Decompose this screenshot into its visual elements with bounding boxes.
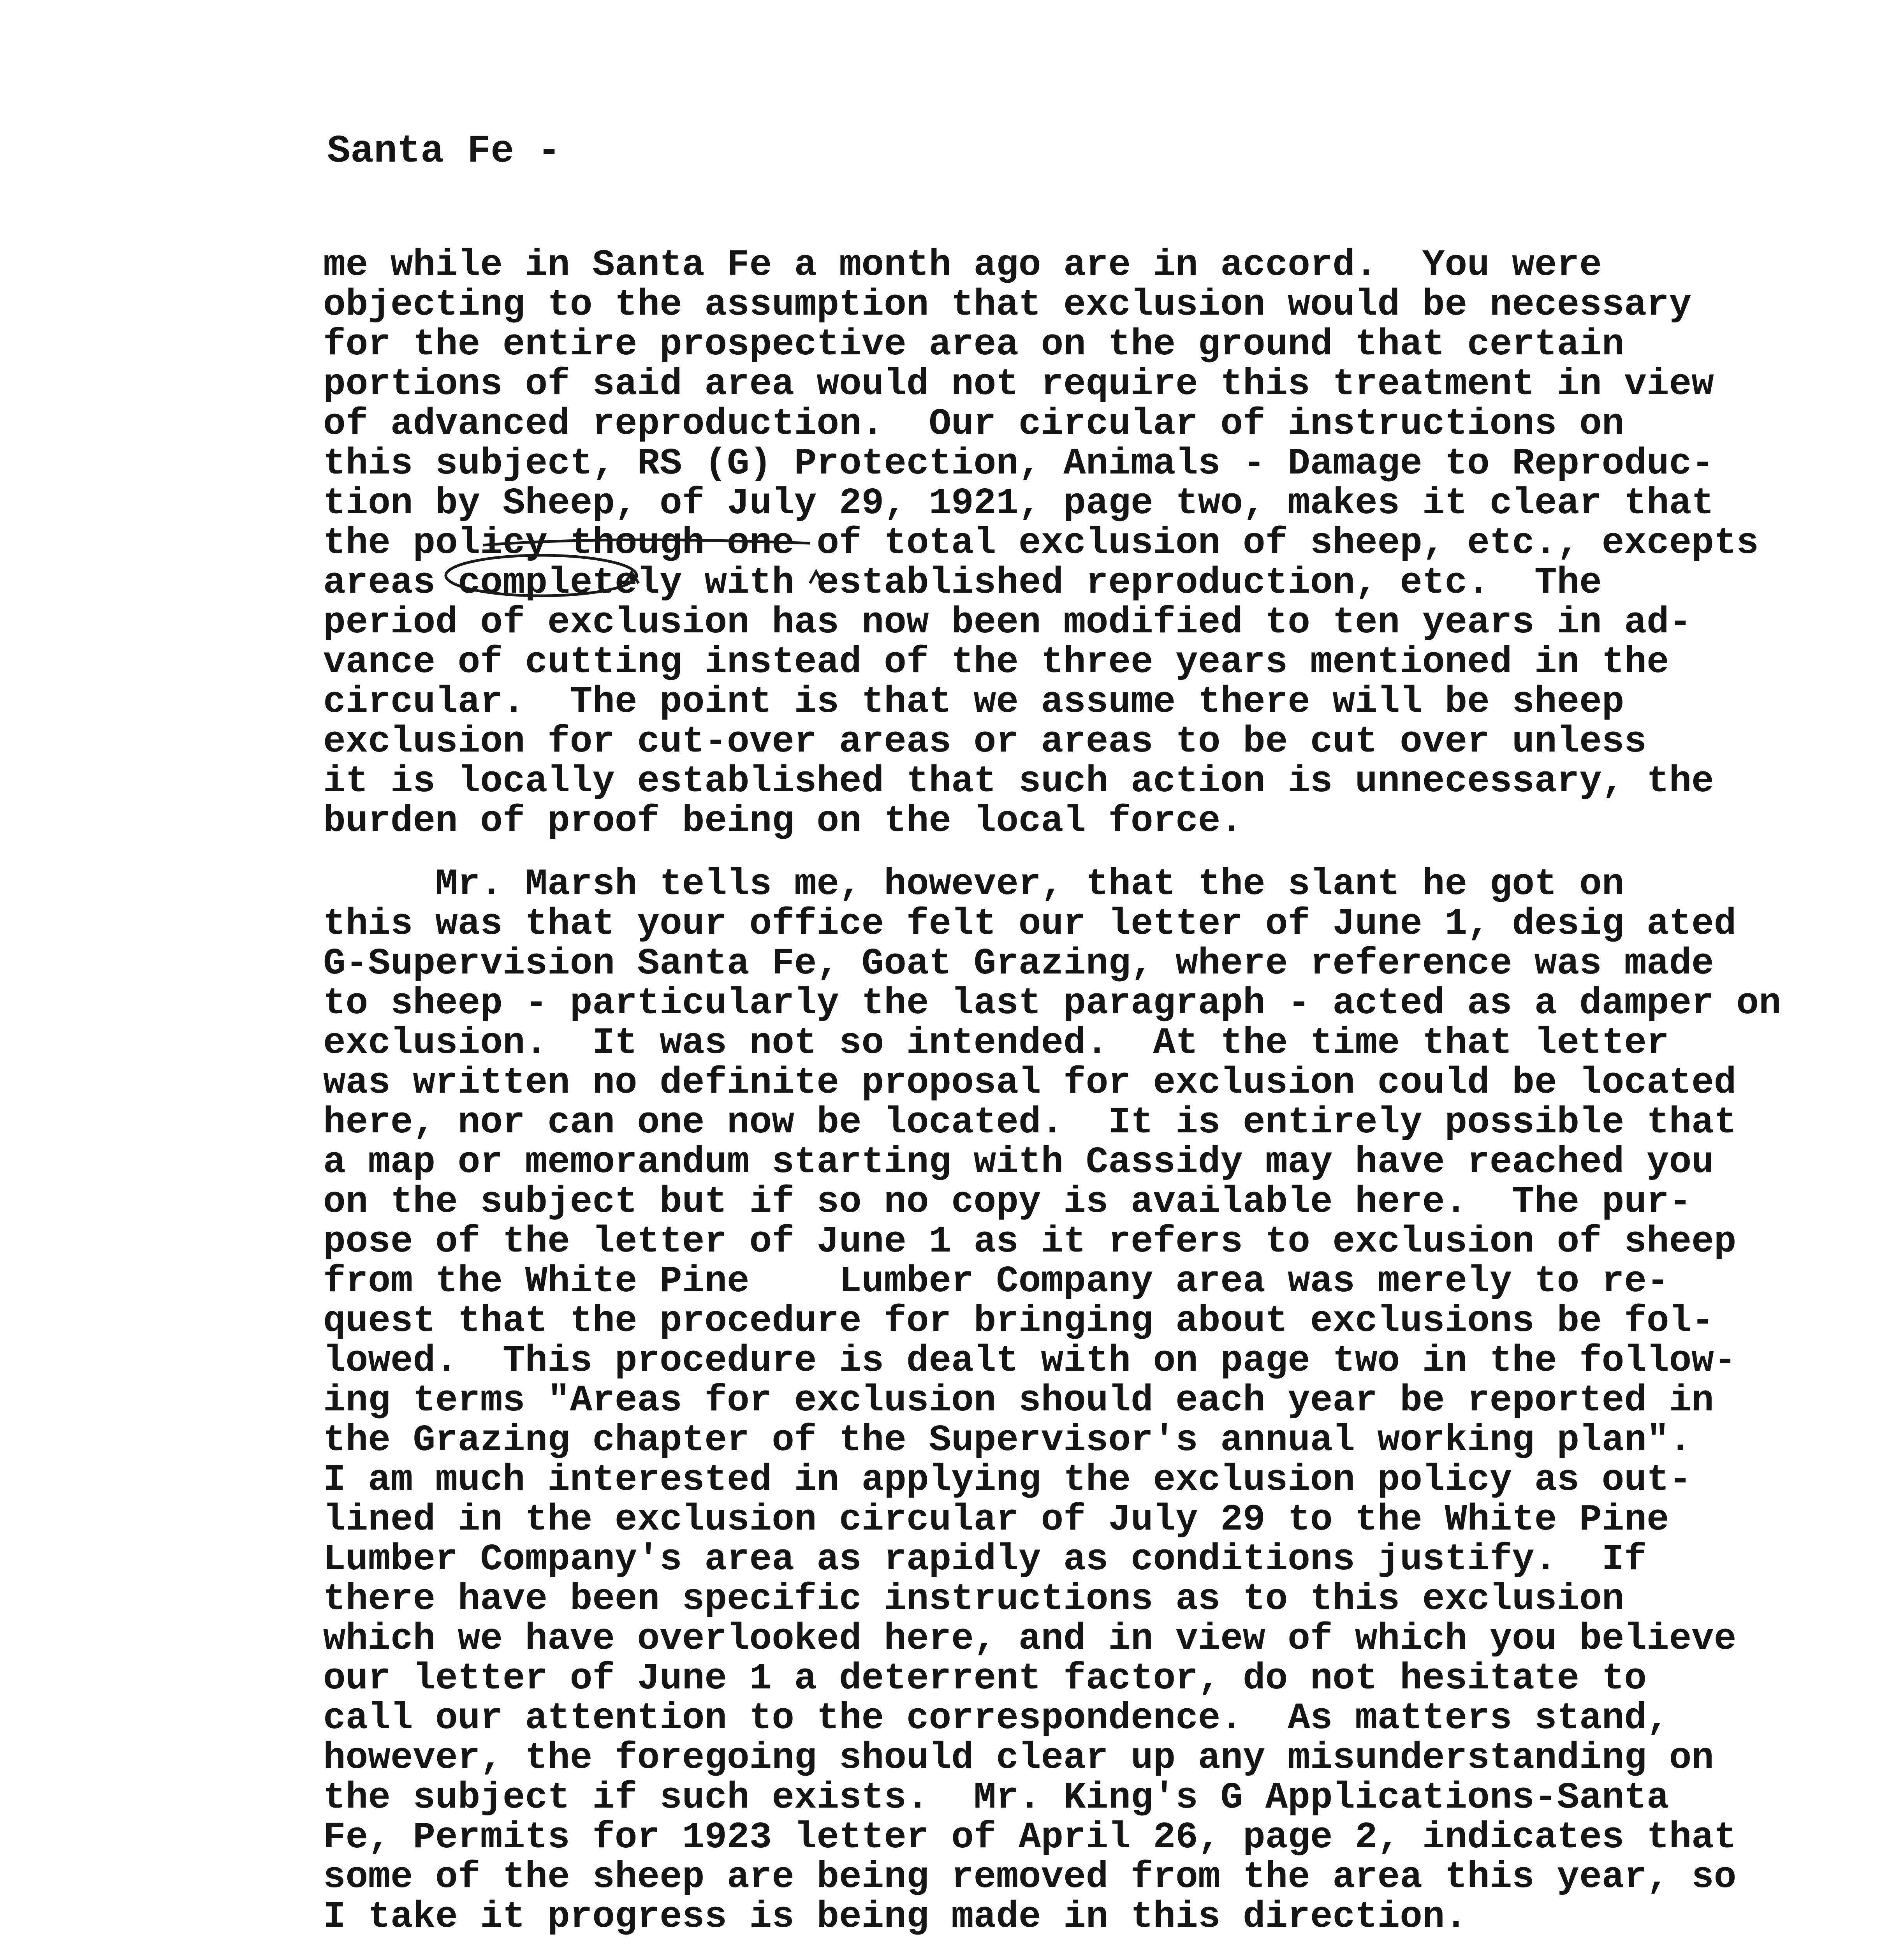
text-line: quest that the procedure for bringing about exclusions be fol- <box>323 1300 1714 1342</box>
text-line: however, the foregoing should clear up any misunderstanding on <box>323 1737 1714 1779</box>
text-line: exclusion for cut-over areas or areas to be cut over unless <box>323 720 1647 763</box>
page-header: Santa Fe - <box>327 130 561 174</box>
text-line: I am much interested in applying the exclusion policy as out- <box>323 1459 1692 1501</box>
text-line: was written no definite proposal for exclusion could be located <box>323 1062 1737 1104</box>
text-line: this subject, RS (G) Protection, Animals - Damage to Reproduc- <box>323 442 1714 485</box>
text-line: vance of cutting instead of the three years mentioned in the <box>323 641 1669 683</box>
text-line: Fe, Permits for 1923 letter of April 26, page 2, indicates that <box>323 1816 1737 1859</box>
text-line: this was that your office felt our letter of June 1, desig ated <box>323 903 1737 945</box>
text-line: to sheep - particularly the last paragraph - acted as a damper on <box>323 982 1781 1025</box>
text-line: lined in the exclusion circular of July 29 to the White Pine <box>323 1498 1669 1541</box>
text-line: our letter of June 1 a deterrent factor, do not hesitate to <box>323 1657 1647 1700</box>
paragraph-2 <box>323 864 1781 1937</box>
text-line: exclusion. It was not so intended. At the time that letter <box>323 1022 1669 1064</box>
text-line: of advanced reproduction. Our circular of instructions on <box>323 403 1624 445</box>
text-line: lowed. This procedure is dealt with on page two in the follow- <box>323 1340 1737 1382</box>
text-line: a map or memorandum starting with Cassidy may have reached you <box>323 1141 1714 1183</box>
text-line: I take it progress is being made in this direction. <box>323 1896 1468 1938</box>
text-line: areas completely with established reproduction, etc. The <box>323 562 1602 604</box>
text-line: pose of the letter of June 1 as it refers to exclusion of sheep <box>323 1220 1737 1263</box>
text-line: some of the sheep are being removed from the area this year, so <box>323 1856 1737 1898</box>
text-line: burden of proof being on the local force. <box>323 800 1243 842</box>
text-line: the policy though one of total exclusion of sheep, etc., excepts <box>323 522 1759 564</box>
text-line: objecting to the assumption that exclusion would be necessary <box>323 283 1692 326</box>
text-line: from the White Pine Lumber Company area was merely to re- <box>323 1260 1669 1303</box>
text-line: there have been specific instructions as to this exclusion <box>323 1578 1624 1620</box>
text-line: ing terms "Areas for exclusion should each year be reported in <box>323 1379 1714 1422</box>
text-line: me while in Santa Fe a month ago are in accord. You were <box>323 244 1602 286</box>
text-line: Lumber Company's area as rapidly as conditions justify. If <box>323 1538 1647 1581</box>
text-line: circular. The point is that we assume there will be sheep <box>323 681 1624 723</box>
text-line: G-Supervision Santa Fe, Goat Grazing, where reference was made <box>323 942 1714 985</box>
text-line: here, nor can one now be located. It is entirely possible that <box>323 1101 1737 1144</box>
text-line: it is locally established that such action is unnecessary, the <box>323 760 1714 803</box>
text-line: period of exclusion has now been modified to ten years in ad- <box>323 601 1692 644</box>
text-line: call our attention to the correspondence. As matters stand, <box>323 1697 1669 1739</box>
text-line: portions of said area would not require this treatment in view <box>323 363 1714 405</box>
text-line: the Grazing chapter of the Supervisor's annual working plan". <box>323 1419 1692 1461</box>
paragraph-1 <box>323 245 1759 841</box>
text-line: Mr. Marsh tells me, however, that the slant he got on <box>323 863 1624 905</box>
text-line: which we have overlooked here, and in view of which you believe <box>323 1618 1737 1660</box>
text-line: on the subject but if so no copy is available here. The pur- <box>323 1181 1692 1223</box>
text-line: the subject if such exists. Mr. King's G Applications-Santa <box>323 1776 1669 1819</box>
text-line: for the entire prospective area on the ground that certain <box>323 323 1624 366</box>
text-line: tion by Sheep, of July 29, 1921, page two, makes it clear that <box>323 482 1714 525</box>
